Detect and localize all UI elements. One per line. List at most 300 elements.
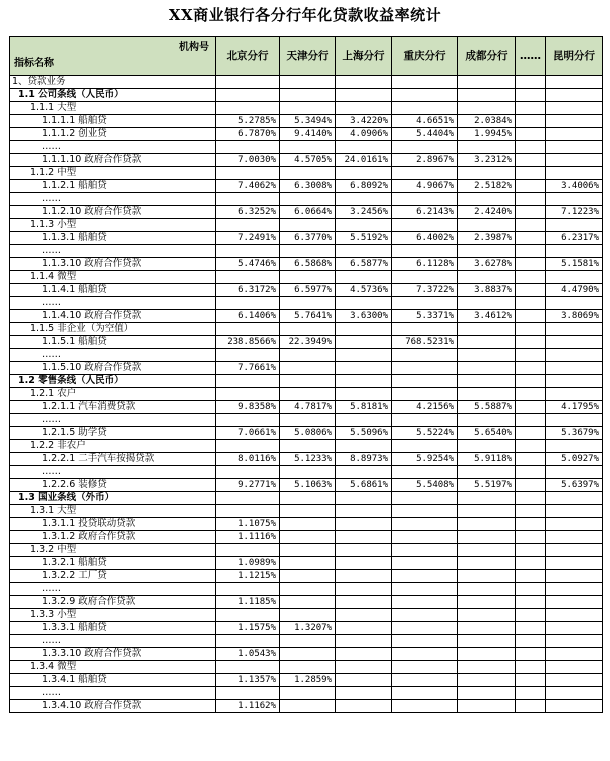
yield-value-cell (392, 492, 458, 505)
yield-value-cell: 4.5736% (336, 284, 392, 297)
yield-value-cell (392, 609, 458, 622)
yield-value-cell: 5.6540% (458, 427, 516, 440)
yield-value-cell (458, 531, 516, 544)
yield-value-cell (458, 609, 516, 622)
yield-value-cell (546, 115, 603, 128)
yield-value-cell (516, 414, 546, 427)
yield-value-cell (392, 466, 458, 479)
table-row (10, 583, 603, 596)
yield-value-cell: 5.5408% (392, 479, 458, 492)
yield-value-cell (516, 375, 546, 388)
yield-value-cell (458, 388, 516, 401)
yield-value-cell: 2.0384% (458, 115, 516, 128)
yield-value-cell: 7.4062% (216, 180, 280, 193)
yield-value-cell (546, 193, 603, 206)
yield-value-cell (458, 89, 516, 102)
yield-value-cell (392, 648, 458, 661)
yield-value-cell (546, 492, 603, 505)
yield-value-cell (280, 661, 336, 674)
yield-value-cell (392, 635, 458, 648)
yield-value-cell (336, 622, 392, 635)
yield-value-cell (458, 687, 516, 700)
table-row (10, 284, 603, 297)
table-row (10, 557, 603, 570)
yield-value-cell (392, 414, 458, 427)
yield-value-cell (336, 505, 392, 518)
yield-value-cell (516, 323, 546, 336)
indicator-name-header: 指标名称 (14, 58, 54, 69)
yield-value-cell: 4.0906% (336, 128, 392, 141)
table-row (10, 102, 603, 115)
yield-value-cell (392, 297, 458, 310)
yield-value-cell (336, 492, 392, 505)
yield-value-cell (392, 518, 458, 531)
yield-value-cell (516, 349, 546, 362)
yield-value-cell (280, 141, 336, 154)
indicator-name-cell: 1.1.1.1 船舶贷 (10, 115, 216, 128)
yield-value-cell: 5.6397% (546, 479, 603, 492)
yield-value-cell (392, 323, 458, 336)
indicator-name-cell: 1.3.3 小型 (10, 609, 216, 622)
yield-value-cell: 6.0664% (280, 206, 336, 219)
yield-value-cell (516, 687, 546, 700)
indicator-name-cell: 1.2.2 非农户 (10, 440, 216, 453)
yield-value-cell (516, 141, 546, 154)
yield-value-cell (392, 76, 458, 89)
indicator-name-cell: 1.1.4 微型 (10, 271, 216, 284)
yield-value-cell (392, 102, 458, 115)
yield-value-cell (280, 648, 336, 661)
indicator-name-cell: 1.3.3.1 船舶贷 (10, 622, 216, 635)
yield-value-cell (458, 518, 516, 531)
yield-value-cell (392, 245, 458, 258)
yield-value-cell (546, 557, 603, 570)
yield-value-cell (392, 622, 458, 635)
table-row (10, 596, 603, 609)
yield-value-cell (216, 544, 280, 557)
indicator-name-cell: 1.1.1.10 政府合作贷款 (10, 154, 216, 167)
yield-value-cell (458, 635, 516, 648)
yield-value-cell: 5.4746% (216, 258, 280, 271)
yield-value-cell (392, 531, 458, 544)
indicator-name-cell: 1.3.4 微型 (10, 661, 216, 674)
yield-value-cell (280, 76, 336, 89)
table-row (10, 401, 603, 414)
table-row (10, 362, 603, 375)
column-header-shanghai: 上海分行 (336, 37, 392, 76)
indicator-name-cell: 1.3.2.2 工厂贷 (10, 570, 216, 583)
yield-value-cell (216, 492, 280, 505)
yield-value-cell (516, 258, 546, 271)
yield-value-cell (336, 102, 392, 115)
yield-value-cell (336, 661, 392, 674)
yield-value-cell (516, 479, 546, 492)
yield-value-cell (392, 544, 458, 557)
yield-value-cell: 6.8092% (336, 180, 392, 193)
yield-value-cell (216, 271, 280, 284)
yield-value-cell: 5.6861% (336, 479, 392, 492)
column-header-tianjin: 天津分行 (280, 37, 336, 76)
yield-value-cell (336, 414, 392, 427)
yield-value-cell (516, 583, 546, 596)
yield-value-cell (458, 323, 516, 336)
yield-value-cell: 1.1075% (216, 518, 280, 531)
yield-value-cell (516, 570, 546, 583)
yield-value-cell (458, 674, 516, 687)
yield-value-cell (336, 167, 392, 180)
yield-value-cell (336, 557, 392, 570)
table-row (10, 167, 603, 180)
table-row (10, 206, 603, 219)
indicator-name-cell: 1.3.1.1 投贷联动贷款 (10, 518, 216, 531)
yield-value-cell (546, 440, 603, 453)
yield-value-cell (516, 635, 546, 648)
indicator-name-cell: …… (10, 635, 216, 648)
yield-value-cell (546, 700, 603, 713)
indicator-name-cell: 1.3.1 大型 (10, 505, 216, 518)
yield-value-cell: 5.0927% (546, 453, 603, 466)
indicator-name-cell: …… (10, 141, 216, 154)
yield-value-cell: 5.5224% (392, 427, 458, 440)
yield-value-cell (280, 297, 336, 310)
yield-value-cell: 5.5197% (458, 479, 516, 492)
yield-value-cell: 1.1162% (216, 700, 280, 713)
indicator-name-cell: 1.3.2.1 船舶贷 (10, 557, 216, 570)
yield-value-cell (216, 167, 280, 180)
indicator-name-cell: 1.1.5.10 政府合作贷款 (10, 362, 216, 375)
yield-value-cell: 6.2317% (546, 232, 603, 245)
table-row (10, 154, 603, 167)
yield-value-cell: 1.1575% (216, 622, 280, 635)
yield-value-cell (216, 687, 280, 700)
yield-value-cell (280, 102, 336, 115)
indicator-name-cell: 1.3 国业条线（外币） (10, 492, 216, 505)
yield-value-cell (516, 115, 546, 128)
indicator-name-cell: …… (10, 466, 216, 479)
yield-value-cell (516, 167, 546, 180)
yield-value-cell (516, 245, 546, 258)
yield-value-cell (392, 167, 458, 180)
indicator-name-cell: 1.3.3.10 政府合作贷款 (10, 648, 216, 661)
yield-value-cell (516, 531, 546, 544)
yield-value-cell (458, 375, 516, 388)
yield-value-cell (280, 700, 336, 713)
yield-value-cell (216, 414, 280, 427)
yield-value-cell: 2.5182% (458, 180, 516, 193)
yield-value-cell (458, 336, 516, 349)
yield-value-cell (336, 687, 392, 700)
yield-value-cell (516, 102, 546, 115)
yield-value-cell: 1.9945% (458, 128, 516, 141)
indicator-name-cell: 1.3.2 中型 (10, 544, 216, 557)
table-row (10, 453, 603, 466)
yield-value-cell: 4.7817% (280, 401, 336, 414)
yield-value-cell: 2.3987% (458, 232, 516, 245)
yield-value-cell (280, 531, 336, 544)
indicator-name-cell: …… (10, 245, 216, 258)
yield-value-cell: 1.1357% (216, 674, 280, 687)
yield-value-cell (458, 271, 516, 284)
yield-value-cell (336, 271, 392, 284)
yield-value-cell (516, 401, 546, 414)
yield-value-cell (546, 661, 603, 674)
yield-value-cell: 1.1116% (216, 531, 280, 544)
yield-value-cell (516, 310, 546, 323)
yield-value-cell (516, 128, 546, 141)
yield-value-cell (546, 388, 603, 401)
indicator-name-cell: 1.2.2.1 二手汽车按揭贷款 (10, 453, 216, 466)
yield-value-cell (546, 531, 603, 544)
yield-value-cell (546, 128, 603, 141)
yield-value-cell: 5.5887% (458, 401, 516, 414)
yield-value-cell: 4.4790% (546, 284, 603, 297)
yield-value-cell (458, 661, 516, 674)
yield-value-cell (516, 518, 546, 531)
yield-value-cell (516, 674, 546, 687)
yield-value-cell (546, 154, 603, 167)
yield-value-cell (280, 687, 336, 700)
yield-value-cell: 5.2785% (216, 115, 280, 128)
yield-value-cell: 8.0116% (216, 453, 280, 466)
table-row (10, 323, 603, 336)
yield-value-cell (336, 544, 392, 557)
table-row (10, 648, 603, 661)
yield-value-cell (546, 89, 603, 102)
indicator-name-cell: 1.1.2.10 政府合作贷款 (10, 206, 216, 219)
yield-value-cell (546, 414, 603, 427)
yield-value-cell (392, 674, 458, 687)
indicator-name-cell: 1.2.2.6 装修贷 (10, 479, 216, 492)
table-row (10, 544, 603, 557)
yield-value-cell (546, 167, 603, 180)
yield-value-cell (216, 76, 280, 89)
yield-value-cell (336, 596, 392, 609)
yield-value-cell: 7.0661% (216, 427, 280, 440)
header-row (10, 37, 603, 76)
yield-value-cell: 7.1223% (546, 206, 603, 219)
yield-value-cell (546, 622, 603, 635)
indicator-name-cell: 1.2.1.1 汽车消费贷款 (10, 401, 216, 414)
indicator-name-cell: 1.3.4.1 船舶贷 (10, 674, 216, 687)
yield-value-cell (458, 570, 516, 583)
table-row (10, 128, 603, 141)
table-row (10, 687, 603, 700)
yield-value-cell (392, 505, 458, 518)
yield-value-cell: 768.5231% (392, 336, 458, 349)
yield-value-cell (516, 180, 546, 193)
yield-value-cell (458, 297, 516, 310)
yield-value-cell (336, 89, 392, 102)
yield-value-cell (216, 297, 280, 310)
yield-value-cell: 6.3172% (216, 284, 280, 297)
table-row (10, 76, 603, 89)
table-row (10, 622, 603, 635)
yield-value-cell: 6.5877% (336, 258, 392, 271)
indicator-name-cell: 1.1.4.1 船舶贷 (10, 284, 216, 297)
yield-value-cell: 2.4240% (458, 206, 516, 219)
yield-value-cell (336, 349, 392, 362)
yield-value-cell (458, 440, 516, 453)
table-row (10, 531, 603, 544)
yield-value-cell (546, 219, 603, 232)
yield-value-cell (546, 76, 603, 89)
column-header-beijing: 北京分行 (216, 37, 280, 76)
yield-value-cell (458, 622, 516, 635)
yield-value-cell (458, 700, 516, 713)
yield-value-cell (516, 76, 546, 89)
yield-value-cell (336, 674, 392, 687)
yield-value-cell (280, 362, 336, 375)
yield-value-cell (280, 635, 336, 648)
indicator-name-cell: 1.2 零售条线（人民币） (10, 375, 216, 388)
column-header-ellipsis: …… (516, 37, 546, 76)
yield-value-cell: 6.4002% (392, 232, 458, 245)
yield-value-cell: 5.4404% (392, 128, 458, 141)
table-row (10, 193, 603, 206)
yield-value-cell: 7.7661% (216, 362, 280, 375)
yield-value-cell (458, 596, 516, 609)
yield-value-cell: 1.1185% (216, 596, 280, 609)
yield-value-cell (336, 531, 392, 544)
yield-value-cell: 5.0806% (280, 427, 336, 440)
yield-value-cell: 3.4612% (458, 310, 516, 323)
yield-value-cell (516, 362, 546, 375)
yield-value-cell (516, 206, 546, 219)
yield-value-cell: 6.3770% (280, 232, 336, 245)
yield-value-cell (546, 635, 603, 648)
indicator-name-cell: 1.1.2.1 船舶贷 (10, 180, 216, 193)
yield-value-cell: 3.4006% (546, 180, 603, 193)
table-row (10, 479, 603, 492)
yield-value-cell (546, 271, 603, 284)
yield-value-cell (516, 89, 546, 102)
yield-value-cell: 22.3949% (280, 336, 336, 349)
yield-value-cell (546, 583, 603, 596)
yield-value-cell (336, 336, 392, 349)
yield-value-cell (280, 492, 336, 505)
table-row (10, 219, 603, 232)
yield-value-cell (392, 583, 458, 596)
table-row (10, 141, 603, 154)
column-header-chengdu: 成都分行 (458, 37, 516, 76)
yield-value-cell (516, 466, 546, 479)
table-row (10, 674, 603, 687)
yield-value-cell: 3.6278% (458, 258, 516, 271)
yield-value-cell (392, 362, 458, 375)
yield-value-cell (216, 141, 280, 154)
yield-value-cell (516, 193, 546, 206)
table-body (10, 76, 603, 713)
yield-value-cell (392, 388, 458, 401)
table-row (10, 635, 603, 648)
indicator-name-cell: 1.1.5.1 船舶贷 (10, 336, 216, 349)
yield-value-cell (280, 583, 336, 596)
yield-value-cell (516, 388, 546, 401)
yield-value-cell (336, 648, 392, 661)
indicator-name-cell: 1.1.1.2 创业贷 (10, 128, 216, 141)
yield-value-cell: 1.1215% (216, 570, 280, 583)
indicator-name-cell: 1.1.2 中型 (10, 167, 216, 180)
indicator-name-cell: …… (10, 297, 216, 310)
indicator-name-cell: 1.3.2.9 政府合作贷款 (10, 596, 216, 609)
yield-value-cell (280, 323, 336, 336)
yield-value-cell: 1.2859% (280, 674, 336, 687)
yield-value-cell (280, 557, 336, 570)
indicator-name-cell: …… (10, 349, 216, 362)
table-row (10, 349, 603, 362)
yield-value-cell (280, 245, 336, 258)
yield-value-cell (280, 466, 336, 479)
yield-value-cell (216, 89, 280, 102)
yield-value-cell (216, 505, 280, 518)
indicator-name-cell: 1.1.1 大型 (10, 102, 216, 115)
yield-value-cell (516, 700, 546, 713)
yield-value-cell: 3.8069% (546, 310, 603, 323)
table-row (10, 570, 603, 583)
yield-value-cell (280, 193, 336, 206)
table-row (10, 245, 603, 258)
yield-value-cell (280, 414, 336, 427)
yield-value-cell (280, 167, 336, 180)
yield-value-cell: 3.6300% (336, 310, 392, 323)
yield-value-cell (546, 336, 603, 349)
yield-value-cell (546, 245, 603, 258)
yield-value-cell (516, 271, 546, 284)
yield-value-cell (546, 518, 603, 531)
yield-value-cell (336, 362, 392, 375)
yield-value-cell: 6.1406% (216, 310, 280, 323)
yield-value-cell (280, 440, 336, 453)
yield-value-cell (216, 375, 280, 388)
yield-value-cell (280, 570, 336, 583)
yield-value-cell: 5.5192% (336, 232, 392, 245)
yield-value-cell (280, 271, 336, 284)
indicator-name-cell: 1.1.3 小型 (10, 219, 216, 232)
yield-value-cell (516, 453, 546, 466)
yield-value-cell (458, 193, 516, 206)
indicator-name-cell: …… (10, 687, 216, 700)
yield-value-cell (546, 687, 603, 700)
yield-value-cell: 5.7641% (280, 310, 336, 323)
yield-value-cell: 6.2143% (392, 206, 458, 219)
yield-value-cell: 5.9118% (458, 453, 516, 466)
loan-yield-table (9, 36, 603, 713)
yield-value-cell (336, 323, 392, 336)
yield-value-cell (336, 297, 392, 310)
yield-value-cell: 1.3207% (280, 622, 336, 635)
org-code-header: 机构号 (179, 42, 209, 53)
yield-value-cell (516, 544, 546, 557)
yield-value-cell: 3.8837% (458, 284, 516, 297)
yield-value-cell: 6.1128% (392, 258, 458, 271)
yield-value-cell (516, 609, 546, 622)
table-row (10, 505, 603, 518)
table-row (10, 271, 603, 284)
table-row (10, 297, 603, 310)
yield-value-cell (336, 440, 392, 453)
table-row (10, 427, 603, 440)
yield-value-cell (216, 466, 280, 479)
yield-value-cell (516, 154, 546, 167)
yield-value-cell (392, 557, 458, 570)
yield-value-cell: 5.3371% (392, 310, 458, 323)
yield-value-cell (546, 674, 603, 687)
yield-value-cell (280, 219, 336, 232)
yield-value-cell (392, 570, 458, 583)
yield-value-cell (516, 492, 546, 505)
yield-value-cell (216, 219, 280, 232)
yield-value-cell: 8.8973% (336, 453, 392, 466)
